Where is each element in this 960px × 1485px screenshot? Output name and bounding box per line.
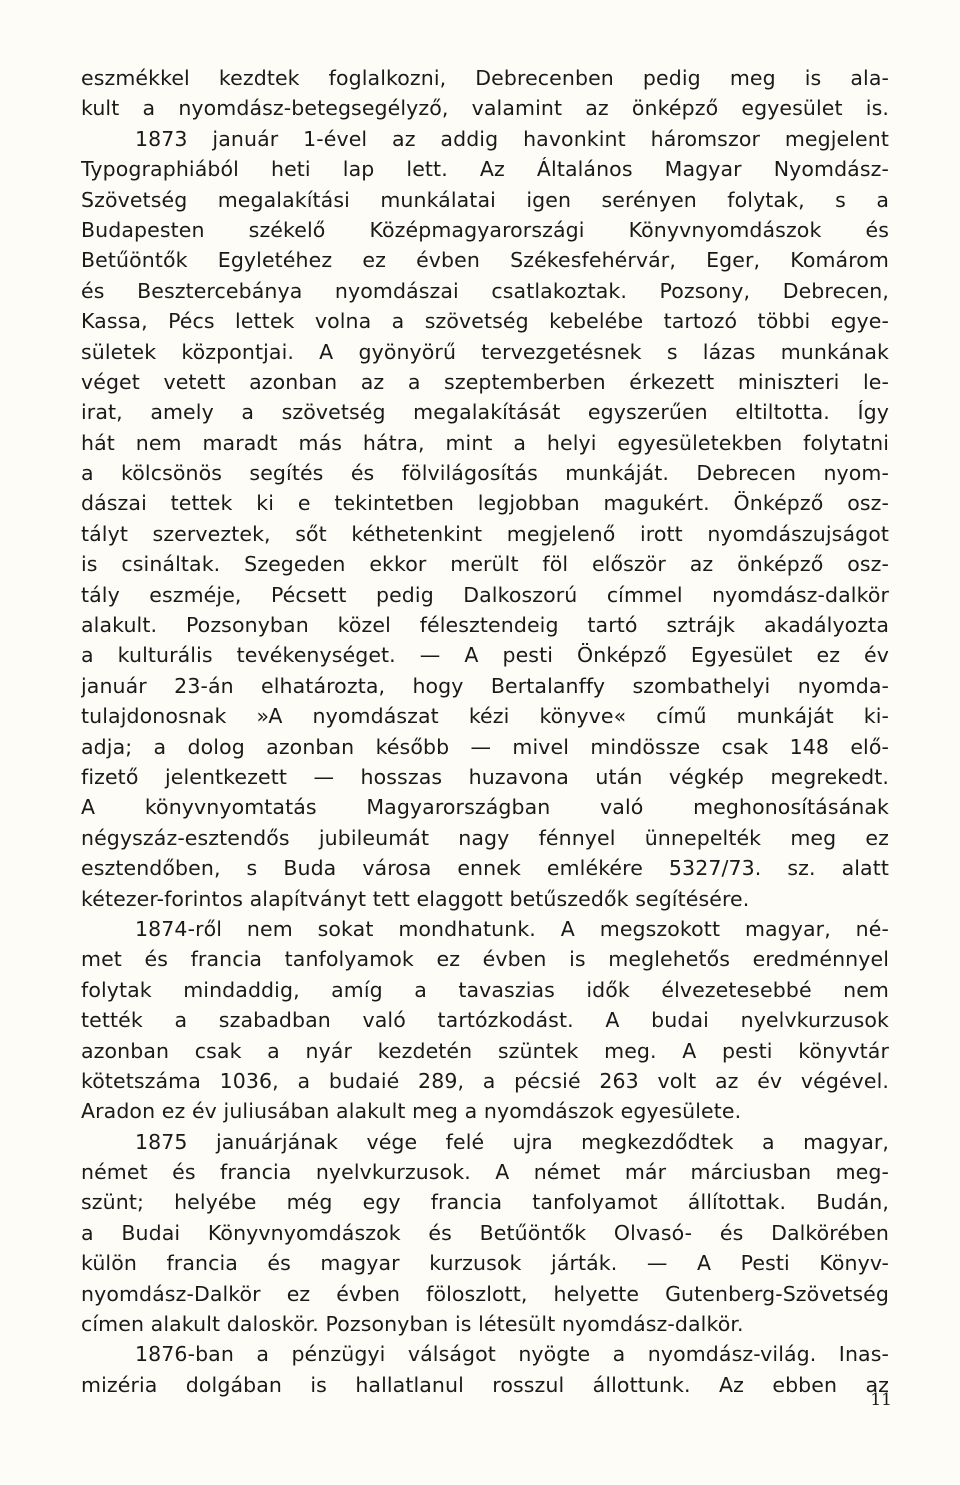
text-line-6: Budapesten székelő Középmagyarországi Könyvnyomdászok és — [81, 217, 889, 242]
text-line-8: és Besztercebánya nyomdászai csatlakoztak. Pozsony, Debrecen, — [81, 278, 889, 303]
text-line-10: sületek központjai. A gyönyörű tervezgetésnek s lázas munkának — [81, 339, 889, 364]
text-line-5: Szövetség megalakítási munkálatai igen serényen folytak, s a — [81, 187, 889, 212]
text-line-7: Betűöntők Egyletéhez ez évben Székesfehérvár, Eger, Komárom — [81, 248, 889, 273]
text-line-26: négyszáz-esztendős jubileumát nagy fénnyel ünnepelték meg ez — [81, 825, 889, 850]
text-line-15: dászai tettek ki e tekintetben legjobban magukért. Önképző osz- — [81, 491, 889, 516]
text-line-31: folytak mindaddig, amíg a tavaszias idők élvezetesebbé nem — [81, 977, 889, 1002]
text-line-23: adja; a dolog azonban később — mivel mindössze csak 148 elő- — [81, 734, 889, 759]
text-line-42: címen alakult daloskör. Pozsonyban is létesült nyomdász-dalkör. — [81, 1312, 744, 1337]
text-line-12: irat, amely a szövetség megalakítását egyszerűen eltiltotta. Így — [81, 400, 889, 425]
text-line-9: Kassa, Pécs lettek volna a szövetség kebelébe tartozó többi egye- — [81, 309, 889, 334]
text-line-22: tulajdonosnak »A nyomdászat kézi könyve« című munkáját ki- — [81, 704, 889, 729]
text-line-14: a kölcsönös segítés és fölvilágosítás munkáját. Debrecen nyom- — [81, 461, 889, 486]
text-line-30: met és francia tanfolyamok ez évben is meglehetős eredménnyel — [81, 947, 889, 972]
text-line-44: mizéria dolgában is hallatlanul rosszul állottunk. Az ebben az — [81, 1372, 889, 1397]
text-line-11: véget vetett azonban az a szeptemberben érkezett miniszteri le- — [81, 369, 889, 394]
page-number: 11 — [870, 1390, 892, 1410]
text-line-27: esztendőben, s Buda városa ennek emlékére 5327/73. sz. alatt — [81, 856, 889, 881]
text-line-24: fizető jelentkezett — hosszas huzavona után végkép megrekedt. — [81, 764, 889, 789]
text-line-19: alakult. Pozsonyban közel félesztendeig tartó sztrájk akadályozta — [81, 613, 889, 638]
text-line-32: tették a szabadban való tartózkodást. A budai nyelvkurzusok — [81, 1008, 889, 1033]
text-line-17: is csináltak. Szegeden ekkor merült föl először az önképző osz- — [81, 552, 889, 577]
text-line-38: szünt; helyébe még egy francia tanfolyamot állítottak. Budán, — [81, 1190, 889, 1215]
text-line-35: Aradon ez év juliusában alakult meg a nyomdászok egyesülete. — [81, 1099, 742, 1124]
page-body — [81, 63, 889, 1443]
text-line-37: német és francia nyelvkurzusok. A német már márciusban meg- — [81, 1160, 889, 1185]
text-line-13: hát nem maradt más hátra, mint a helyi egyesületekben folytatni — [81, 430, 889, 455]
text-line-34: kötetszáma 1036, a budaié 289, a pécsié 263 volt az év végével. — [81, 1068, 889, 1093]
text-line-25: A könyvnyomtatás Magyarországban való meghonosításának — [81, 795, 889, 820]
text-line-39: a Budai Könyvnyomdászok és Betűöntők Olvasó- és Dalkörében — [81, 1220, 889, 1245]
text-line-3: 1873 január 1-ével az addig havonkint háromszor megjelent — [135, 126, 889, 151]
text-line-16: tályt szerveztek, sőt kéthetenkint megjelenő irott nyomdászujságot — [81, 521, 889, 546]
text-line-29: 1874-ről nem sokat mondhatunk. A megszokott magyar, né- — [135, 916, 889, 941]
text-line-33: azonban csak a nyár kezdetén szüntek meg. A pesti könyvtár — [81, 1038, 889, 1063]
text-line-36: 1875 januárjának vége felé ujra megkezdődtek a magyar, — [135, 1129, 889, 1154]
text-line-4: Typographiából heti lap lett. Az Általános Magyar Nyomdász- — [81, 157, 889, 182]
text-line-41: nyomdász-Dalkör ez évben föloszlott, helyette Gutenberg-Szövetség — [81, 1281, 889, 1306]
text-line-21: január 23-án elhatározta, hogy Bertalanffy szombathelyi nyomda- — [81, 673, 889, 698]
text-line-28: kétezer-forintos alapítványt tett elaggott betűszedők segítésére. — [81, 886, 750, 911]
text-line-2: kult a nyomdász-betegsegélyző, valamint az önképző egyesület is. — [81, 96, 889, 121]
text-line-18: tály eszméje, Pécsett pedig Dalkoszorú címmel nyomdász-dalkör — [81, 582, 889, 607]
text-line-43: 1876-ban a pénzügyi válságot nyögte a nyomdász-világ. Inas- — [135, 1342, 889, 1367]
text-line-1: eszmékkel kezdtek foglalkozni, Debrecenben pedig meg is ala- — [81, 66, 889, 90]
text-line-40: külön francia és magyar kurzusok járták. — A Pesti Könyv- — [81, 1251, 889, 1276]
text-line-20: a kulturális tevékenységet. — A pesti Önképző Egyesület ez év — [81, 643, 889, 668]
